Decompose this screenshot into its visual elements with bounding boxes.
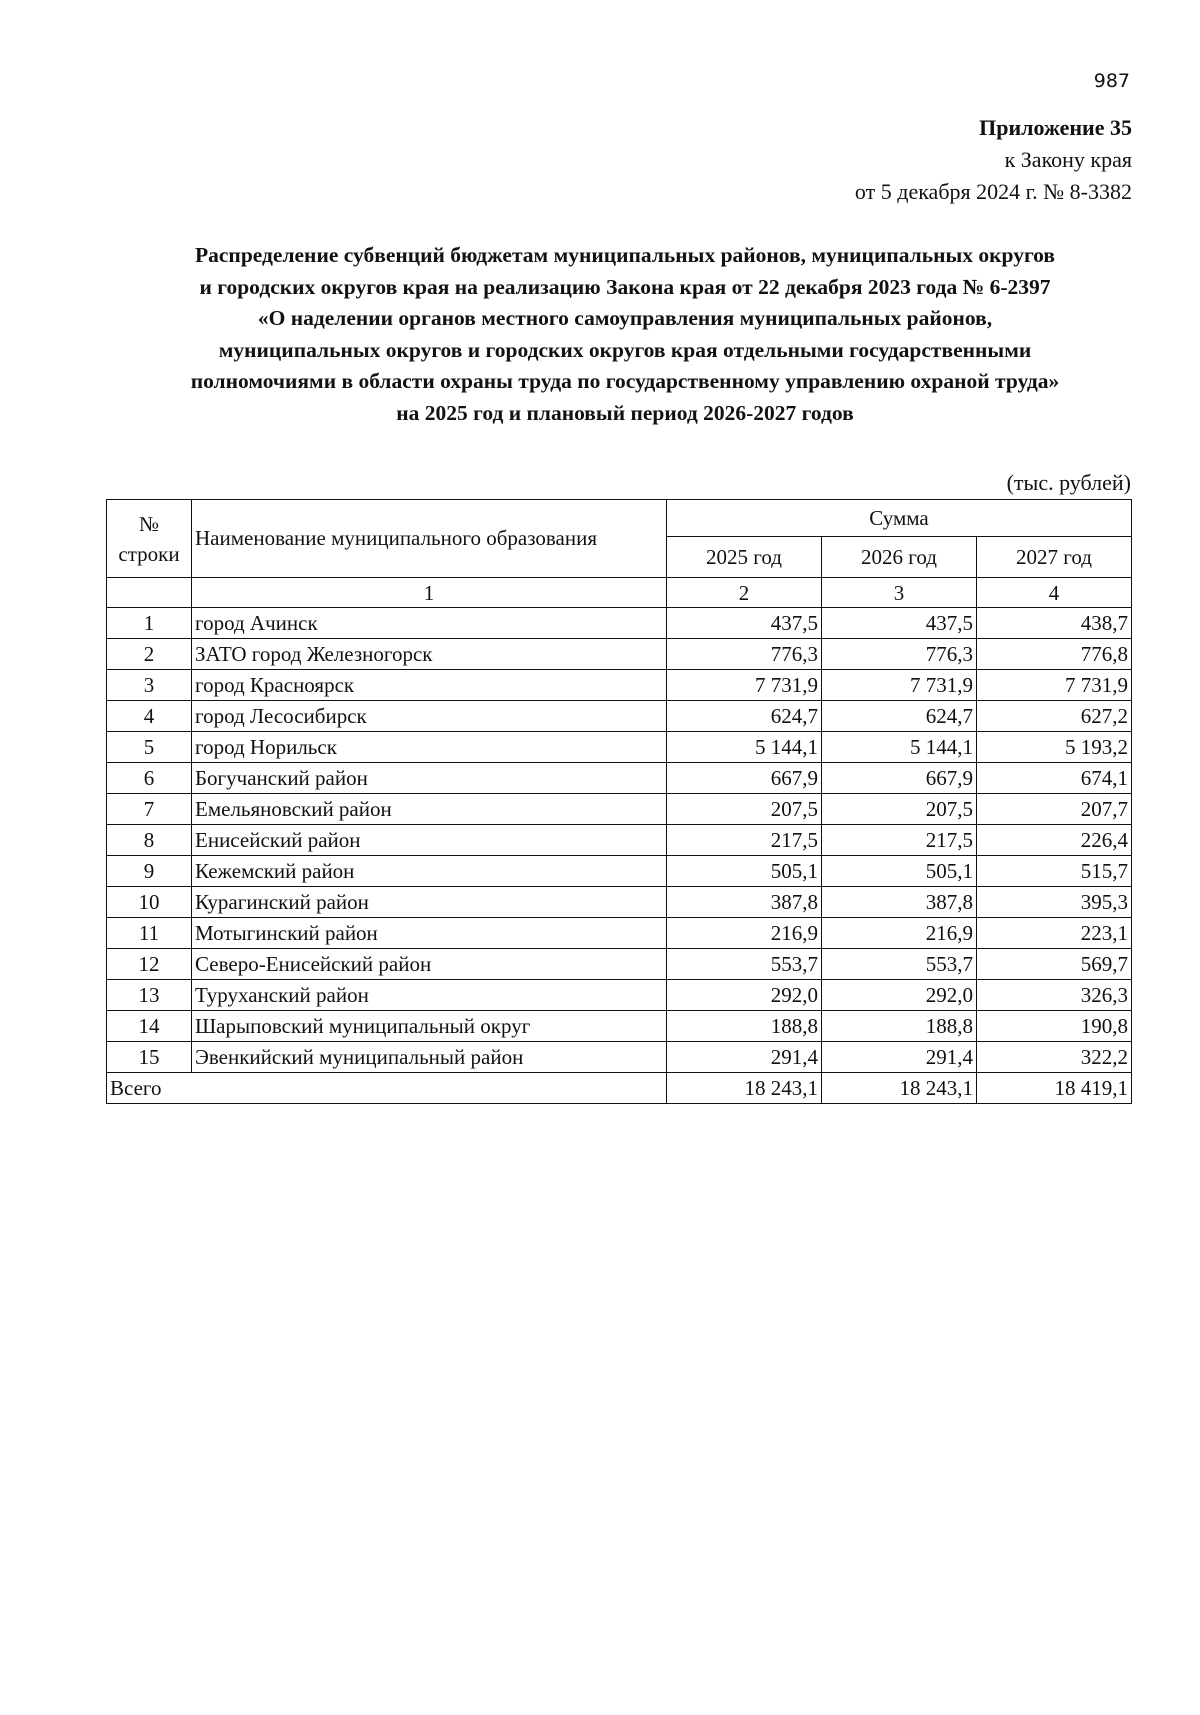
amount-2025: 437,5 (667, 608, 822, 639)
page-number: 987 (1093, 70, 1130, 92)
total-2025: 18 243,1 (667, 1073, 822, 1104)
amount-2026: 553,7 (822, 949, 977, 980)
amount-2025: 5 144,1 (667, 732, 822, 763)
amount-2026: 188,8 (822, 1011, 977, 1042)
row-number: 5 (107, 732, 192, 763)
title-line: на 2025 год и плановый период 2026-2027 годов (396, 400, 854, 425)
municipality-name: Кежемский район (192, 856, 667, 887)
table-row (107, 670, 1132, 701)
row-number: 14 (107, 1011, 192, 1042)
row-number: 8 (107, 825, 192, 856)
amount-2026: 291,4 (822, 1042, 977, 1073)
table-row (107, 701, 1132, 732)
amount-2025: 207,5 (667, 794, 822, 825)
amount-2027: 5 193,2 (977, 732, 1132, 763)
row-number: 6 (107, 763, 192, 794)
municipality-name: Богучанский район (192, 763, 667, 794)
total-2026: 18 243,1 (822, 1073, 977, 1104)
table-body (107, 578, 1132, 1104)
amount-2025: 553,7 (667, 949, 822, 980)
header-sum: Сумма (667, 500, 1132, 537)
title-line: «О наделении органов местного самоуправления муниципальных районов, (257, 306, 993, 330)
table-row (107, 732, 1132, 763)
amount-2026: 292,0 (822, 980, 977, 1011)
header-year-2027: 2027 год (977, 537, 1132, 578)
row-number: 10 (107, 887, 192, 918)
amount-2026: 216,9 (822, 918, 977, 949)
table-row (107, 639, 1132, 670)
appendix-law-ref: к Закону края (1004, 147, 1132, 172)
column-number: 2 (667, 578, 822, 608)
table-row (107, 1011, 1132, 1042)
table-row (107, 980, 1132, 1011)
header-name: Наименование муниципального образования (192, 500, 667, 578)
column-number: 4 (977, 578, 1132, 608)
document-title (80, 240, 1170, 429)
amount-2026: 437,5 (822, 608, 977, 639)
municipality-name: Мотыгинский район (192, 918, 667, 949)
municipality-name: Северо-Енисейский район (192, 949, 667, 980)
amount-2027: 674,1 (977, 763, 1132, 794)
title-line: муниципальных округов и городских округов края отдельными государственными (218, 337, 1032, 362)
amount-2025: 292,0 (667, 980, 822, 1011)
amount-2027: 569,7 (977, 949, 1132, 980)
appendix-block (855, 112, 1132, 208)
appendix-title: Приложение 35 (979, 115, 1132, 140)
municipality-name: Шарыповский муниципальный округ (192, 1011, 667, 1042)
appendix-date: от 5 декабря 2024 г. № 8-3382 (854, 179, 1132, 204)
amount-2026: 7 731,9 (822, 670, 977, 701)
amount-2027: 326,3 (977, 980, 1132, 1011)
amount-2027: 438,7 (977, 608, 1132, 639)
amount-2025: 217,5 (667, 825, 822, 856)
amount-2026: 387,8 (822, 887, 977, 918)
amount-2027: 223,1 (977, 918, 1132, 949)
subvention-table (106, 499, 1132, 1104)
amount-2026: 667,9 (822, 763, 977, 794)
total-2027: 18 419,1 (977, 1073, 1132, 1104)
municipality-name: Туруханский район (192, 980, 667, 1011)
total-row (107, 1073, 1132, 1104)
amount-2026: 776,3 (822, 639, 977, 670)
amount-2025: 776,3 (667, 639, 822, 670)
title-line: и городских округов края на реализацию Закона края от 22 декабря 2023 года № 6-2397 (199, 274, 1051, 299)
municipality-name: Курагинский район (192, 887, 667, 918)
header-year-2026: 2026 год (822, 537, 977, 578)
table-row (107, 608, 1132, 639)
municipality-name: Эвенкийский муниципальный район (192, 1042, 667, 1073)
amount-2025: 188,8 (667, 1011, 822, 1042)
table-row (107, 949, 1132, 980)
title-line: полномочиями в области охраны труда по государственному управлению охраной труда» (190, 369, 1060, 393)
row-number: 7 (107, 794, 192, 825)
units-label: (тыс. рублей) (1006, 470, 1131, 495)
column-number: 1 (192, 578, 667, 608)
amount-2027: 776,8 (977, 639, 1132, 670)
municipality-name: ЗАТО город Железногорск (192, 639, 667, 670)
amount-2027: 627,2 (977, 701, 1132, 732)
amount-2027: 322,2 (977, 1042, 1132, 1073)
municipality-name: город Норильск (192, 732, 667, 763)
amount-2026: 624,7 (822, 701, 977, 732)
column-number: 3 (822, 578, 977, 608)
amount-2025: 387,8 (667, 887, 822, 918)
column-numbers-row (107, 578, 1132, 608)
table-row (107, 825, 1132, 856)
amount-2026: 505,1 (822, 856, 977, 887)
amount-2027: 7 731,9 (977, 670, 1132, 701)
municipality-name: город Красноярск (192, 670, 667, 701)
table-row (107, 887, 1132, 918)
amount-2026: 217,5 (822, 825, 977, 856)
total-label: Всего (107, 1073, 667, 1104)
amount-2027: 190,8 (977, 1011, 1132, 1042)
table-row (107, 1042, 1132, 1073)
amount-2027: 207,7 (977, 794, 1132, 825)
table-row (107, 918, 1132, 949)
row-number: 9 (107, 856, 192, 887)
amount-2026: 5 144,1 (822, 732, 977, 763)
table-row (107, 856, 1132, 887)
amount-2025: 291,4 (667, 1042, 822, 1073)
amount-2025: 505,1 (667, 856, 822, 887)
municipality-name: город Лесосибирск (192, 701, 667, 732)
row-number: 4 (107, 701, 192, 732)
header-row-number: № строки (107, 500, 192, 578)
amount-2025: 667,9 (667, 763, 822, 794)
amount-2026: 207,5 (822, 794, 977, 825)
row-number: 11 (107, 918, 192, 949)
amount-2027: 515,7 (977, 856, 1132, 887)
municipality-name: город Ачинск (192, 608, 667, 639)
table-row (107, 794, 1132, 825)
municipality-name: Енисейский район (192, 825, 667, 856)
amount-2025: 216,9 (667, 918, 822, 949)
row-number: 1 (107, 608, 192, 639)
header-year-2025: 2025 год (667, 537, 822, 578)
amount-2027: 395,3 (977, 887, 1132, 918)
row-number: 12 (107, 949, 192, 980)
row-number: 15 (107, 1042, 192, 1073)
table-row (107, 763, 1132, 794)
row-number: 2 (107, 639, 192, 670)
amount-2027: 226,4 (977, 825, 1132, 856)
row-number: 13 (107, 980, 192, 1011)
title-line: Распределение субвенций бюджетам муниципальных районов, муниципальных округов (195, 243, 1055, 267)
amount-2025: 624,7 (667, 701, 822, 732)
row-number: 3 (107, 670, 192, 701)
municipality-name: Емельяновский район (192, 794, 667, 825)
column-number-empty (107, 578, 192, 608)
amount-2025: 7 731,9 (667, 670, 822, 701)
